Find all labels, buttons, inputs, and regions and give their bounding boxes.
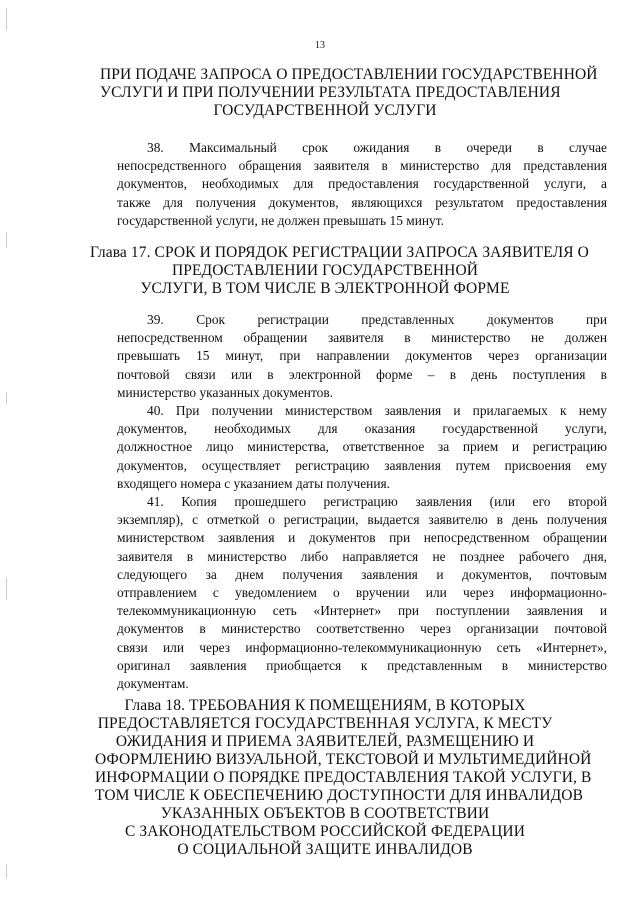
paragraph-38 [117,139,607,230]
text-line: входящего номера с указанием даты получения. [117,475,391,491]
page-number: 13 [315,40,325,51]
section-heading [100,66,598,120]
scan-margin-mark [6,578,7,600]
text-line: документам. [117,675,189,691]
text-line: отправлением с уведомлением о вручении или через информационно- [117,584,607,600]
text-line: документов, осуществляет регистрацию заявления путем присвоения ему [117,457,607,473]
text-line: 39. Срок регистрации представленных документов при [147,312,607,327]
paragraph-41 [117,493,607,693]
heading-line: ОЖИДАНИЯ И ПРИЕМА ЗАЯВИТЕЛЕЙ, РАЗМЕЩЕНИЮ И [115,733,535,750]
heading-line: УСЛУГИ, В ТОМ ЧИСЛЕ В ЭЛЕКТРОННОЙ ФОРМЕ [140,280,510,297]
heading-line: ГОСУДАРСТВЕННОЙ УСЛУГИ [213,102,437,119]
text-line: 41. Копия прошедшего регистрацию заявления (или его второй [147,494,607,509]
scan-margin-mark [6,232,7,248]
text-line: министерство указанных документов. [117,384,333,400]
heading-line: УКАЗАННЫХ ОБЪЕКТОВ В СООТВЕТСТВИИ [160,805,490,822]
text-line: должностное лицо министерства, ответственное за прием и регистрацию [117,439,607,455]
heading-line: С ЗАКОНОДАТЕЛЬСТВОМ РОССИЙСКОЙ ФЕДЕРАЦИИ [124,823,526,840]
heading-line: Глава 17. СРОК И ПОРЯДОК РЕГИСТРАЦИИ ЗАПРОСА ЗАЯВИТЕЛЯ О [90,244,589,261]
text-line: экземпляр), с отметкой о регистрации, выдается заявителю в день получения [117,512,607,528]
text-line: следующего за днем получения заявления и документов, почтовым [117,566,607,582]
scan-margin-mark [6,864,7,878]
text-line: документов в министерство соответственно через организации почтовой [117,621,607,637]
text-line: министерством заявления и документов при непосредственном обращении [117,530,607,546]
heading-line: О СОЦИАЛЬНОЙ ЗАЩИТЕ ИНВАЛИДОВ [177,841,473,858]
heading-line: ОФОРМЛЕНИЮ ВИЗУАЛЬНОЙ, ТЕКСТОВОЙ И МУЛЬТИМЕДИЙНОЙ [95,751,592,768]
text-line: телекоммуникационную сеть «Интернет» при поступлении заявления и [117,603,607,619]
heading-line: Глава 18. ТРЕБОВАНИЯ К ПОМЕЩЕНИЯМ, В КОТОРЫХ [124,697,526,714]
text-line: заявителя в министерство либо направляется не позднее рабочего дня, [117,548,607,564]
paragraph-39 [117,311,607,402]
scan-margin-mark [6,392,7,404]
text-line: также для получения документов, являющихся результатом предоставления [117,194,607,210]
text-line: превышать 15 минут, при направлении документов через организации [117,348,607,364]
chapter-18-heading [95,697,592,859]
text-line: государственной услуги, не должен превышать 15 минут. [117,212,444,228]
text-line: 38. Максимальный срок ожидания в очереди в случае [147,140,607,155]
text-line: оригинал заявления приобщается к представленным в министерство [117,657,607,673]
text-line: почтовой связи или в электронной форме – в день поступления в [117,366,607,382]
text-line: связи или через информационно-телекоммуникационную сеть «Интернет», [117,639,607,655]
text-line: непосредственного обращения заявителя в министерство для представления [117,158,607,174]
paragraph-40 [117,402,607,493]
scan-margin-mark [6,8,7,30]
heading-line: ПРИ ПОДАЧЕ ЗАПРОСА О ПРЕДОСТАВЛЕНИИ ГОСУДАРСТВЕННОЙ [100,66,598,83]
text-line: документов, необходимых для оказания государственной услуги, [117,421,607,437]
text-line: 40. При получении министерством заявления и прилагаемых к нему [147,403,607,418]
text-line: документов, необходимых для предоставления государственной услуги, а [117,176,607,192]
heading-line: ТОМ ЧИСЛЕ К ОБЕСПЕЧЕНИЮ ДОСТУПНОСТИ ДЛЯ ИНВАЛИДОВ [95,787,584,804]
heading-line: ПРЕДОСТАВЛЯЕТСЯ ГОСУДАРСТВЕННАЯ УСЛУГА, К МЕСТУ [97,715,553,732]
heading-line: УСЛУГИ И ПРИ ПОЛУЧЕНИИ РЕЗУЛЬТАТА ПРЕДОСТАВЛЕНИЯ [100,84,561,101]
heading-line: ПРЕДОСТАВЛЕНИИ ГОСУДАРСТВЕННОЙ [171,262,479,279]
text-line: непосредственном обращении заявителя в министерство не должен [117,330,607,346]
heading-line: ИНФОРМАЦИИ О ПОРЯДКЕ ПРЕДОСТАВЛЕНИЯ ТАКОЙ УСЛУГИ, В [95,769,592,786]
chapter-17-heading [90,244,589,298]
